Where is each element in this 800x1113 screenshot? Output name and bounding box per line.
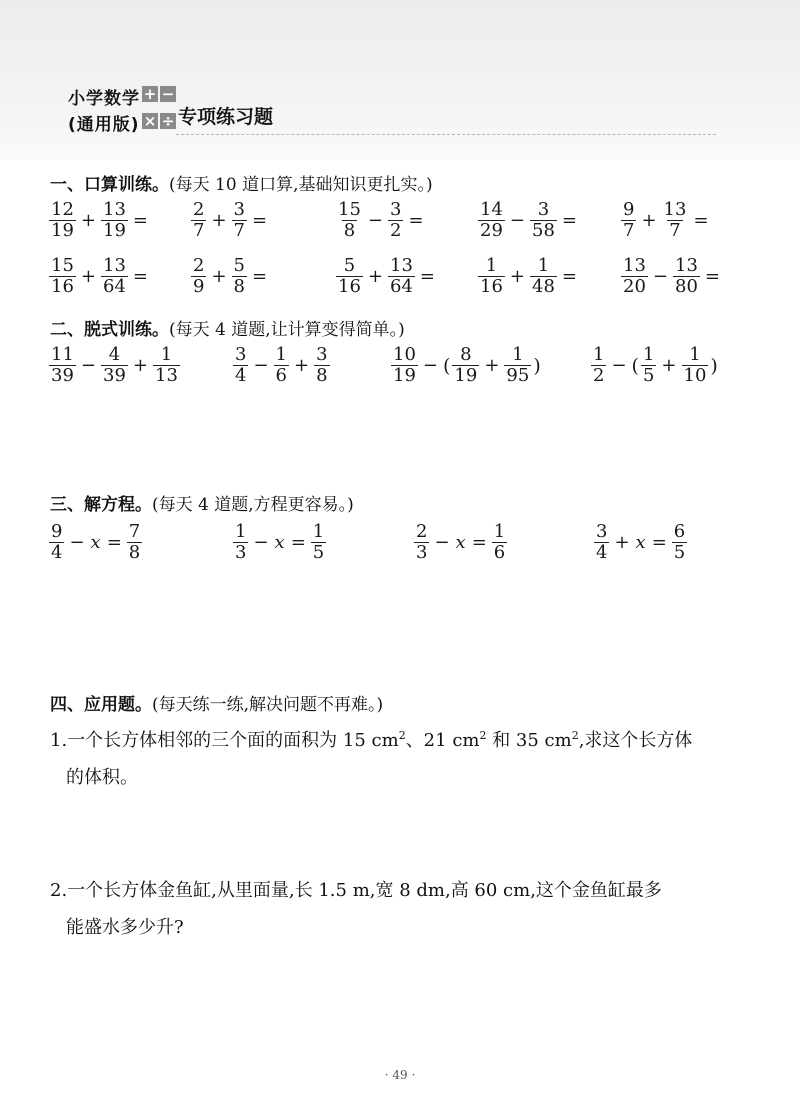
series-name: 小学数学	[68, 89, 140, 109]
numerator: 4	[108, 344, 121, 365]
numerator: 1	[312, 521, 325, 542]
numerator: 9	[623, 199, 635, 220]
numerator: 13	[675, 255, 698, 276]
page-number: · 49 ·	[384, 1068, 416, 1082]
numerator: 11	[51, 344, 74, 365]
section-2-note: (每天 4 道题,让计算变得简单。)	[169, 320, 405, 340]
fraction	[101, 200, 128, 241]
denominator: 7	[233, 220, 245, 242]
denominator: 39	[51, 365, 74, 387]
denominator: 4	[596, 542, 608, 564]
oral-calc-item	[477, 200, 581, 241]
denominator: 8	[343, 220, 356, 242]
numerator: 13	[663, 199, 687, 220]
variable-x: x	[90, 532, 101, 554]
step-calc-item	[590, 345, 719, 386]
operator: +	[211, 210, 227, 232]
operator: +	[614, 532, 630, 554]
numerator: 1	[512, 344, 524, 365]
fraction	[49, 200, 76, 241]
operator: +	[367, 266, 383, 288]
fraction	[388, 200, 403, 241]
numerator: 10	[393, 344, 416, 365]
equals-sign: =	[704, 266, 720, 288]
fraction	[672, 522, 687, 563]
denominator: 19	[51, 220, 74, 242]
fraction	[530, 256, 557, 297]
oral-calc-item	[620, 200, 713, 241]
equals-sign: =	[561, 266, 577, 288]
fraction	[101, 256, 128, 297]
oral-calc-item	[48, 256, 152, 297]
fraction	[621, 200, 636, 241]
variable-x: x	[455, 532, 466, 554]
numerator: 13	[103, 255, 126, 276]
denominator: 19	[103, 220, 126, 242]
fraction	[504, 345, 531, 386]
operator: +	[132, 355, 148, 377]
problem-text: 和 35 cm	[486, 730, 572, 751]
denominator: 58	[532, 220, 555, 242]
equals-sign: =	[106, 532, 122, 554]
denominator: 95	[506, 365, 530, 387]
problem-text: 一个长方体金鱼缸,从里面量,长 1.5 m,宽 8 dm,高 60 cm,这个金鱼缸最多	[67, 880, 662, 901]
operator: +	[661, 355, 677, 377]
denominator: 3	[235, 542, 247, 564]
series-edition: (通用版)	[68, 115, 140, 135]
denominator: 4	[235, 365, 247, 387]
numerator: 15	[51, 255, 74, 276]
section-3-heading	[50, 490, 354, 515]
denominator: 8	[233, 276, 245, 298]
header-divider	[176, 134, 716, 135]
problem-number: 2.	[50, 880, 68, 901]
fraction	[232, 256, 247, 297]
numerator: 1	[275, 344, 287, 365]
denominator: 5	[312, 542, 325, 564]
numerator: 2	[193, 199, 205, 220]
operator: −	[69, 532, 85, 554]
word-problem-2	[50, 872, 770, 946]
numerator: 13	[390, 255, 413, 276]
fraction	[101, 345, 128, 386]
left-paren: (	[631, 354, 639, 377]
numerator: 3	[596, 521, 608, 542]
numerator: 3	[235, 344, 247, 365]
equals-sign: =	[132, 266, 148, 288]
fraction	[232, 200, 247, 241]
superscript: 2	[479, 729, 487, 742]
fraction	[311, 522, 326, 563]
equals-sign: =	[419, 266, 435, 288]
superscript: 2	[571, 729, 579, 742]
denominator: 10	[683, 365, 707, 387]
numerator: 2	[416, 521, 428, 542]
denominator: 64	[390, 276, 413, 298]
denominator: 7	[193, 220, 205, 242]
operator: −	[434, 532, 450, 554]
denominator: 13	[155, 365, 178, 387]
problem-text: 、21 cm	[405, 730, 480, 751]
fraction	[682, 345, 709, 386]
step-calc-item	[232, 345, 331, 386]
equals-sign: =	[561, 210, 577, 232]
fraction	[478, 200, 505, 241]
fraction	[314, 345, 329, 386]
numerator: 13	[103, 199, 126, 220]
numerator: 1	[485, 255, 498, 276]
section-4-note: (每天练一练,解决问题不再难。)	[152, 695, 384, 715]
numerator: 1	[537, 255, 550, 276]
denominator: 16	[51, 276, 74, 298]
right-paren: )	[533, 354, 541, 377]
problem-number: 1.	[50, 730, 68, 751]
section-1-note: (每天 10 道口算,基础知识更扎实。)	[169, 175, 433, 195]
right-paren: )	[710, 354, 718, 377]
numerator: 3	[390, 199, 402, 220]
fraction	[49, 256, 76, 297]
denominator: 3	[416, 542, 428, 564]
fraction	[153, 345, 180, 386]
step-calc-item	[390, 345, 542, 386]
operator: −	[611, 355, 627, 377]
denominator: 8	[128, 542, 141, 564]
plus-sign-icon: +	[143, 85, 157, 103]
problem-text: 能盛水多少升?	[66, 917, 184, 938]
fraction	[49, 522, 64, 563]
multiply-sign-icon: ×	[143, 112, 157, 130]
numerator: 9	[51, 521, 63, 542]
denominator: 20	[623, 276, 646, 298]
denominator: 7	[623, 220, 635, 242]
left-paren: (	[443, 354, 451, 377]
equation-item	[413, 522, 508, 563]
operator: −	[367, 210, 383, 232]
page-title: 专项练习题	[178, 106, 274, 128]
oral-calc-item	[477, 256, 581, 297]
section-4-heading	[50, 690, 383, 715]
fraction	[673, 256, 700, 297]
numerator: 1	[235, 521, 247, 542]
word-problem-1	[50, 717, 770, 796]
fraction	[452, 345, 479, 386]
numerator: 13	[623, 255, 646, 276]
minus-sign-icon: −	[161, 85, 175, 103]
operator: −	[422, 355, 438, 377]
denominator: 5	[673, 542, 686, 564]
numerator: 2	[193, 255, 205, 276]
equals-sign: =	[471, 532, 487, 554]
numerator: 5	[233, 255, 245, 276]
section-1-heading	[50, 170, 433, 195]
equation-item	[232, 522, 327, 563]
section-2-title: 二、脱式训练。	[50, 320, 169, 340]
oral-calc-item	[335, 256, 439, 297]
fraction	[492, 522, 507, 563]
denominator: 48	[532, 276, 555, 298]
equals-sign: =	[408, 210, 424, 232]
fraction	[233, 345, 248, 386]
variable-x: x	[274, 532, 285, 554]
section-2-heading	[50, 315, 405, 340]
section-3-note: (每天 4 道题,方程更容易。)	[152, 495, 354, 515]
problem-text: 的体积。	[66, 767, 138, 788]
oral-calc-item	[190, 256, 271, 297]
equals-sign: =	[651, 532, 667, 554]
fraction	[414, 522, 429, 563]
operator: −	[652, 266, 668, 288]
divide-sign-icon: ÷	[161, 112, 175, 130]
fraction	[641, 345, 656, 386]
equals-sign: =	[693, 210, 709, 232]
header-band	[0, 0, 800, 160]
operator: −	[80, 355, 96, 377]
fraction	[530, 200, 557, 241]
operator: −	[509, 210, 525, 232]
numerator: 14	[480, 199, 503, 220]
section-4-title: 四、应用题。	[50, 695, 152, 715]
operator: +	[484, 355, 500, 377]
fraction	[127, 522, 142, 563]
numerator: 3	[316, 344, 328, 365]
denominator: 5	[642, 365, 655, 387]
numerator: 6	[673, 521, 686, 542]
denominator: 29	[480, 220, 503, 242]
equals-sign: =	[132, 210, 148, 232]
denominator: 64	[103, 276, 126, 298]
problem-text: 一个长方体相邻的三个面的面积为 15 cm	[67, 730, 399, 751]
fraction	[662, 200, 689, 241]
denominator: 6	[493, 542, 506, 564]
step-calc-item	[48, 345, 181, 386]
oral-calc-item	[48, 200, 152, 241]
fraction	[391, 345, 418, 386]
numerator: 7	[128, 521, 141, 542]
operator: +	[294, 355, 310, 377]
operator: +	[80, 266, 96, 288]
oral-calc-item	[620, 256, 724, 297]
fraction	[49, 345, 76, 386]
fraction	[191, 200, 206, 241]
fraction	[621, 256, 648, 297]
fraction	[478, 256, 505, 297]
fraction	[191, 256, 206, 297]
numerator: 1	[160, 344, 173, 365]
fraction	[591, 345, 606, 386]
equals-sign: =	[252, 210, 268, 232]
denominator: 39	[103, 365, 126, 387]
oral-calc-item	[335, 200, 428, 241]
numerator: 1	[689, 344, 701, 365]
denominator: 19	[393, 365, 416, 387]
operator: −	[253, 532, 269, 554]
denominator: 9	[193, 276, 205, 298]
fraction	[274, 345, 289, 386]
denominator: 8	[316, 365, 328, 387]
denominator: 19	[454, 365, 478, 387]
numerator: 15	[338, 199, 361, 220]
numerator: 3	[233, 199, 245, 220]
problem-text: ,求这个长方体	[578, 730, 693, 751]
denominator: 16	[480, 276, 503, 298]
denominator: 16	[338, 276, 361, 298]
operator: +	[80, 210, 96, 232]
equation-item	[48, 522, 143, 563]
operator: +	[211, 266, 227, 288]
equals-sign: =	[252, 266, 268, 288]
numerator: 1	[493, 521, 506, 542]
variable-x: x	[635, 532, 646, 554]
denominator: 2	[390, 220, 402, 242]
numerator: 12	[51, 199, 74, 220]
oral-calc-item	[190, 200, 271, 241]
superscript: 2	[398, 729, 406, 742]
numerator: 1	[642, 344, 655, 365]
numerator: 5	[343, 255, 356, 276]
equals-sign: =	[290, 532, 306, 554]
denominator: 7	[669, 220, 681, 242]
operator: +	[509, 266, 525, 288]
equation-item	[593, 522, 688, 563]
fraction	[336, 200, 363, 241]
section-1-title: 一、口算训练。	[50, 175, 169, 195]
numerator: 1	[593, 344, 605, 365]
section-3-title: 三、解方程。	[50, 495, 152, 515]
denominator: 2	[593, 365, 605, 387]
fraction	[336, 256, 363, 297]
numerator: 3	[537, 199, 550, 220]
denominator: 6	[275, 365, 287, 387]
fraction	[594, 522, 609, 563]
denominator: 4	[51, 542, 63, 564]
numerator: 8	[460, 344, 472, 365]
operator: +	[641, 210, 657, 232]
fraction	[233, 522, 248, 563]
fraction	[388, 256, 415, 297]
operator: −	[253, 355, 269, 377]
denominator: 80	[675, 276, 698, 298]
